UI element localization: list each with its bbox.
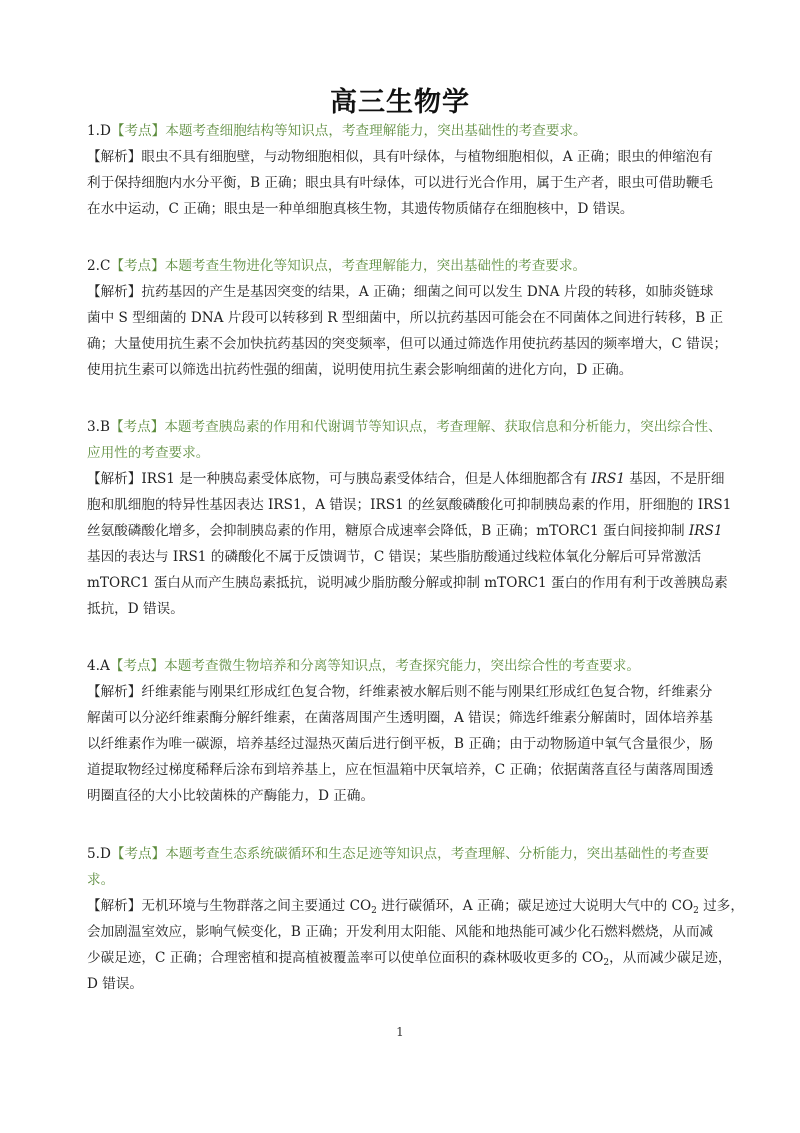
analysis-text: IRS1 是一种胰岛素受体底物，可与胰岛素受体结合，但是人体细胞都含有 — [141, 471, 592, 487]
answer-number: 5.D — [87, 846, 111, 862]
answer-number: 1.D — [87, 123, 111, 139]
analysis-line — [87, 893, 744, 919]
analysis-line — [87, 466, 725, 492]
answer-number: 4.A — [87, 658, 110, 674]
analysis-line: 解菌可以分泌纤维素酶分解纤维素，在菌落周围产生透明圈，A 错误；筛选纤维素分解菌时，固体培养基 — [87, 710, 713, 726]
analysis-line — [87, 679, 715, 705]
analysis-line: mTORC1 蛋白从而产生胰岛素抵抗，说明减少脂肪酸分解或抑制 mTORC1 蛋白的作用有利于改善胰岛素 — [87, 575, 728, 591]
subscript: 2 — [693, 906, 699, 916]
answer-number: 2.C — [87, 258, 111, 274]
analysis-text: 无机环境与生物群落之间主要通过 CO — [141, 898, 372, 914]
kaodian-text: 本题考查微生物培养和分离等知识点，考查探究能力，突出综合性的考查要求。 — [164, 658, 640, 674]
analysis-text: 少碳足迹，C 正确；合理密植和提高植被覆盖率可以使单位面积的森林吸收更多的 CO — [87, 950, 604, 966]
analysis-line: 基因的表达与 IRS1 的磷酸化不属于反馈调节，C 错误；某些脂肪酸通过线粒体氧化分解后可异常激活 — [87, 549, 702, 565]
page-number: 1 — [396, 1025, 404, 1039]
analysis-text: 过多， — [698, 898, 744, 914]
gene-name: IRS1 — [591, 471, 625, 487]
kaodian-line-cont: 应用性的考查要求。 — [87, 445, 210, 461]
answer-number: 3.B — [87, 419, 110, 435]
analysis-line: 在水中运动，C 正确；眼虫是一种单细胞真核生物，其遗传物质储存在细胞核中，D 错误。 — [87, 201, 634, 217]
analysis-text: 丝氨酸磷酸化增多，会抑制胰岛素的作用，糖原合成速率会降低，B 正确；mTORC1 蛋白间接抑制 — [87, 523, 689, 539]
kaodian-text: 本题考查胰岛素的作用和代谢调节等知识点，考查理解、获取信息和分析能力，突出综合性、 — [164, 419, 722, 435]
question-4 — [87, 653, 715, 809]
kaodian-line — [87, 118, 715, 144]
analysis-line — [87, 279, 715, 305]
analysis-text: 抗药基因的产生是基因突变的结果，A 正确；细菌之间可以发生 DNA 片段的转移，如肺炎链球 — [141, 284, 714, 300]
analysis-text: 纤维素能与刚果红形成红色复合物，纤维素被水解后则不能与刚果红形成红色复合物，纤维素分 — [141, 684, 713, 700]
analysis-line — [87, 518, 723, 544]
analysis-line: 菌中 S 型细菌的 DNA 片段可以转移到 R 型细菌中，所以抗药基因可能会在不同菌体之间进行转移，B 正 — [87, 310, 724, 326]
analysis-text: 进行碳循环，A 正确；碳足迹过大说明大气中的 CO — [376, 898, 694, 914]
question-3 — [87, 414, 732, 622]
page-title: 高三生物学 — [330, 87, 470, 118]
gene-name: IRS1 — [688, 523, 723, 539]
analysis-text: 基因，不是肝细 — [624, 471, 725, 487]
question-2 — [87, 253, 728, 383]
question-1 — [87, 118, 715, 222]
jiexi-label: 【解析】 — [87, 149, 142, 165]
kaodian-line — [87, 414, 722, 440]
analysis-line: 利于保持细胞内水分平衡，B 正确；眼虫具有叶绿体，可以进行光合作用，属于生产者，眼虫可借助鞭毛 — [87, 175, 714, 191]
analysis-line: 以纤维素作为唯一碳源，培养基经过湿热灭菌后进行倒平板，B 正确；由于动物肠道中氧气含量很少，肠 — [87, 736, 714, 752]
analysis-line: 抵抗，D 错误。 — [87, 601, 184, 617]
analysis-line: 胞和肌细胞的特异性基因表达 IRS1，A 错误；IRS1 的丝氨酸磷酸化可抑制胰岛素的作用，肝细胞的 IRS1 — [87, 497, 732, 513]
jiexi-label: 【解析】 — [87, 684, 142, 700]
jiexi-label: 【解析】 — [87, 471, 142, 487]
kaodian-label: 【考点】 — [109, 658, 165, 674]
analysis-line — [87, 144, 715, 170]
kaodian-label: 【考点】 — [110, 123, 166, 139]
analysis-text: 眼虫不具有细胞壁，与动物细胞相似，具有叶绿体，与植物细胞相似，A 正确；眼虫的伸缩泡有 — [141, 149, 713, 165]
analysis-line: 明圈直径的大小比较菌株的产酶能力，D 正确。 — [87, 788, 375, 804]
kaodian-label: 【考点】 — [110, 258, 165, 274]
kaodian-line — [87, 253, 715, 279]
analysis-line: 道提取物经过梯度稀释后涂布到培养基上，应在恒温箱中厌氧培养，C 正确；依据菌落直径与菌落周围透 — [87, 762, 714, 778]
kaodian-text: 本题考查生态系统碳循环和生态足迹等知识点，考查理解、分析能力，突出基础性的考查要 — [165, 846, 709, 862]
subscript: 2 — [603, 958, 610, 968]
question-5 — [87, 841, 744, 997]
kaodian-text: 本题考查生物进化等知识点，考查理解能力，突出基础性的考查要求。 — [164, 258, 587, 274]
jiexi-label: 【解析】 — [87, 284, 142, 300]
analysis-line: D 错误。 — [87, 976, 144, 992]
kaodian-line — [87, 841, 715, 867]
subscript: 2 — [371, 906, 377, 916]
analysis-text: ，从而减少碳足迹， — [609, 950, 732, 966]
kaodian-line-cont: 求。 — [87, 872, 115, 888]
kaodian-label: 【考点】 — [109, 419, 165, 435]
analysis-line: 确；大量使用抗生素不会加快抗药基因的突变频率，但可以通过筛选作用使抗药基因的频率增大，C 错误； — [87, 336, 728, 352]
kaodian-text: 本题考查细胞结构等知识点，考查理解能力，突出基础性的考查要求。 — [165, 123, 587, 139]
analysis-line — [87, 945, 732, 971]
analysis-line: 会加剧温室效应，影响气候变化，B 正确；开发利用太阳能、风能和地热能可减少化石燃料燃烧，从而减 — [87, 924, 714, 940]
analysis-line: 使用抗生素可以筛选出抗药性强的细菌，说明使用抗生素会影响细菌的进化方向，D 正确。 — [87, 362, 633, 378]
jiexi-label: 【解析】 — [87, 898, 142, 914]
kaodian-label: 【考点】 — [110, 846, 166, 862]
kaodian-line — [87, 653, 715, 679]
